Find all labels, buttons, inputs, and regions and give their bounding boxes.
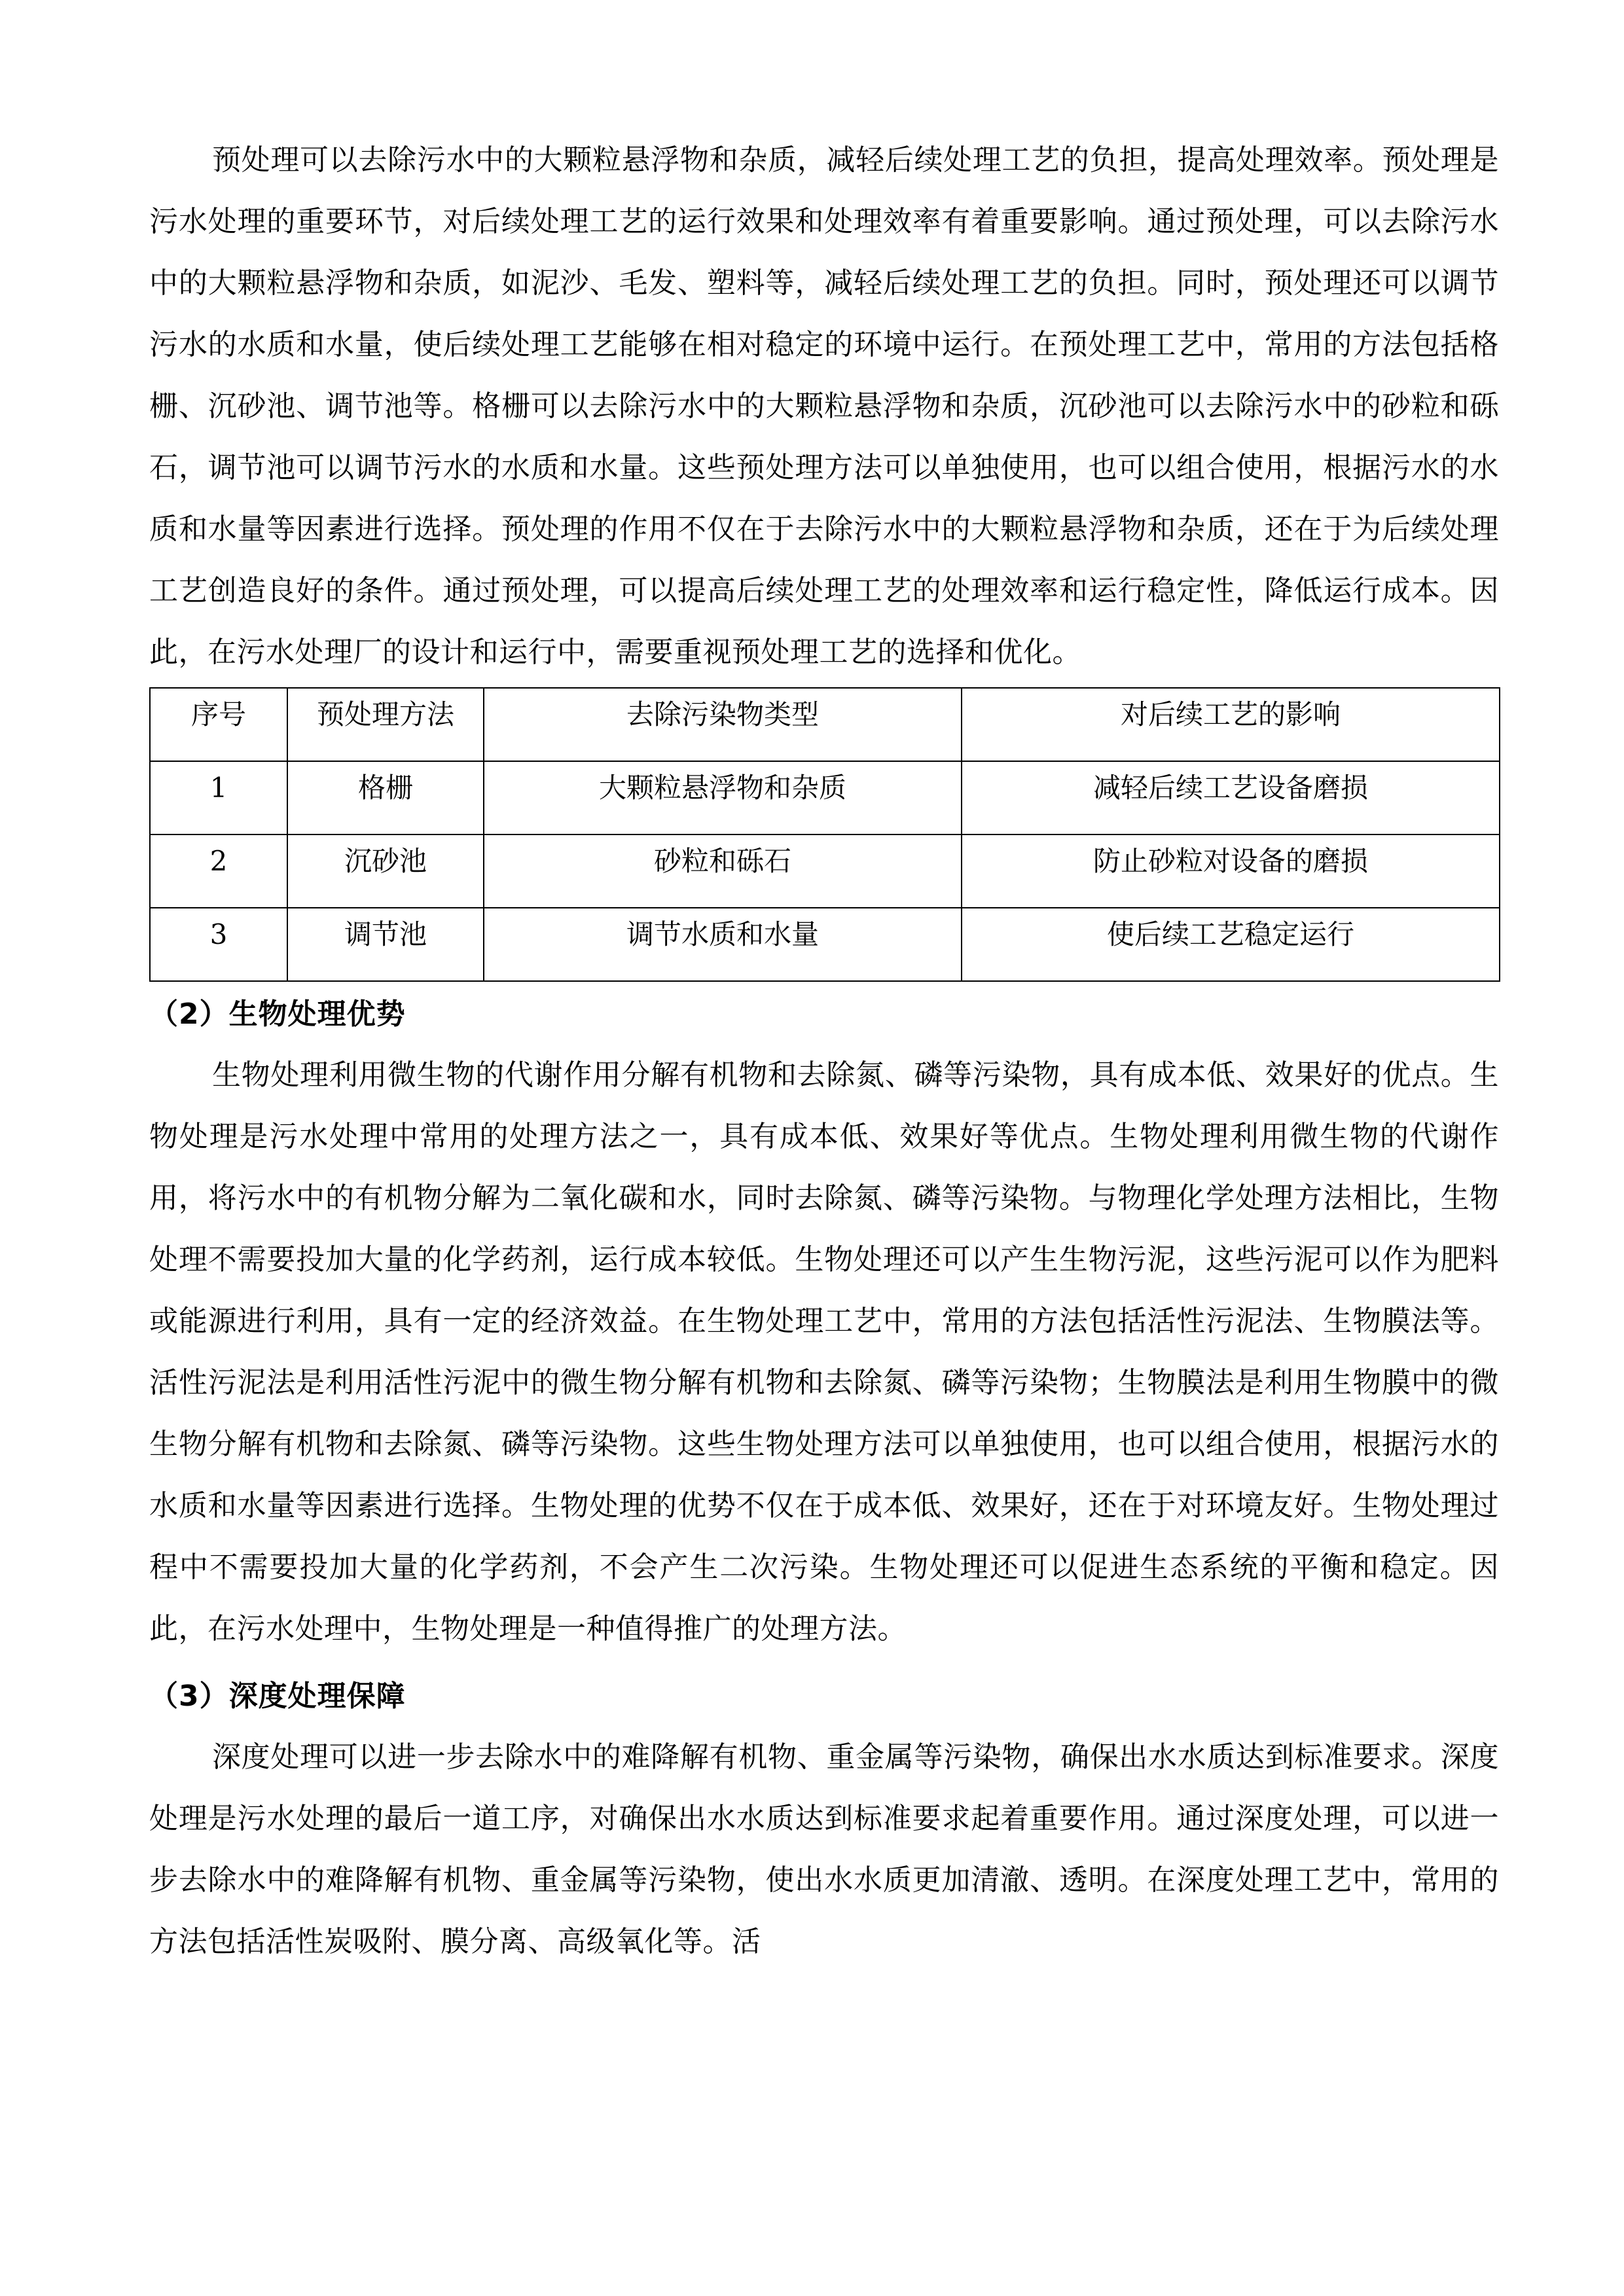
table-cell-index: 3 [150, 908, 287, 981]
table-row [150, 834, 1500, 908]
table-header-cell-effect: 对后续工艺的影响 [962, 688, 1500, 761]
table-row [150, 908, 1500, 981]
table-cell-pollutant: 砂粒和砾石 [484, 834, 962, 908]
section-heading-advanced-treatment: （3）深度处理保障 [149, 1679, 406, 1713]
table-cell-method: 调节池 [287, 908, 484, 981]
table-header-cell-method: 预处理方法 [287, 688, 484, 761]
section-body-biological-treatment: 生物处理利用微生物的代谢作用分解有机物和去除氮、磷等污染物，具有成本低、效果好的优点。生物处理是污水处理中常用的处理方法之一，具有成本低、效果好等优点。生物处理利用微生物的代谢作用，将污水中的有机物分解为二氧化碳和水，同时去除氮、磷等污染物。与物理化学处理方法相比，生物处理不需要投加大量的化学药剂，运行成本较低。生物处理还可以产生生物污泥，这些污泥可以作为肥料或能源进行利用，具有一定的经济效益。在生物处理工艺中，常用的方法包括活性污泥法、生物膜法等。活性污泥法是利用活性污泥中的微生物分解有机物和去除氮、磷等污染物；生物膜法是利用生物膜中的微生物分解有机物和去除氮、磷等污染物。这些生物处理方法可以单独使用，也可以组合使用，根据污水的水质和水量等因素进行选择。生物处理的优势不仅在于成本低、效果好，还在于对环境友好。生物处理过程中不需要投加大量的化学药剂，不会产生二次污染。生物处理还可以促进生态系统的平衡和稳定。因此，在污水处理中，生物处理是一种值得推广的处理方法。 [149, 1058, 1499, 1645]
table-header-cell-pollutant: 去除污染物类型 [484, 688, 962, 761]
table-cell-effect: 减轻后续工艺设备磨损 [962, 761, 1500, 834]
table-row [150, 761, 1500, 834]
table-cell-pollutant: 大颗粒悬浮物和杂质 [484, 761, 962, 834]
table-cell-method: 格栅 [287, 761, 484, 834]
section-heading-biological-treatment: （2）生物处理优势 [149, 997, 406, 1031]
table-cell-method: 沉砂池 [287, 834, 484, 908]
pretreatment-methods-table [149, 687, 1500, 982]
section-spacer [149, 1660, 1499, 1666]
table-cell-pollutant: 调节水质和水量 [484, 908, 962, 981]
table-cell-effect: 防止砂粒对设备的磨损 [962, 834, 1500, 908]
page-content [149, 130, 1499, 1973]
table-header-cell-index: 序号 [150, 688, 287, 761]
table-cell-index: 2 [150, 834, 287, 908]
intro-paragraph: 预处理可以去除污水中的大颗粒悬浮物和杂质，减轻后续处理工艺的负担，提高处理效率。预处理是污水处理的重要环节，对后续处理工艺的运行效果和处理效率有着重要影响。通过预处理，可以去除污水中的大颗粒悬浮物和杂质，如泥沙、毛发、塑料等，减轻后续处理工艺的负担。同时，预处理还可以调节污水的水质和水量，使后续处理工艺能够在相对稳定的环境中运行。在预处理工艺中，常用的方法包括格栅、沉砂池、调节池等。格栅可以去除污水中的大颗粒悬浮物和杂质，沉砂池可以去除污水中的砂粒和砾石，调节池可以调节污水的水质和水量。这些预处理方法可以单独使用，也可以组合使用，根据污水的水质和水量等因素进行选择。预处理的作用不仅在于去除污水中的大颗粒悬浮物和杂质，还在于为后续处理工艺创造良好的条件。通过预处理，可以提高后续处理工艺的处理效率和运行稳定性，降低运行成本。因此，在污水处理厂的设计和运行中，需要重视预处理工艺的选择和优化。 [149, 143, 1499, 669]
table-cell-index: 1 [150, 761, 287, 834]
section-body-advanced-treatment: 深度处理可以进一步去除水中的难降解有机物、重金属等污染物，确保出水水质达到标准要求。深度处理是污水处理的最后一道工序，对确保出水水质达到标准要求起着重要作用。通过深度处理，可以进一步去除水中的难降解有机物、重金属等污染物，使出水水质更加清澈、透明。在深度处理工艺中，常用的方法包括活性炭吸附、膜分离、高级氧化等。活 [149, 1740, 1499, 1958]
table-cell-effect: 使后续工艺稳定运行 [962, 908, 1500, 981]
table-header-row [150, 688, 1500, 761]
